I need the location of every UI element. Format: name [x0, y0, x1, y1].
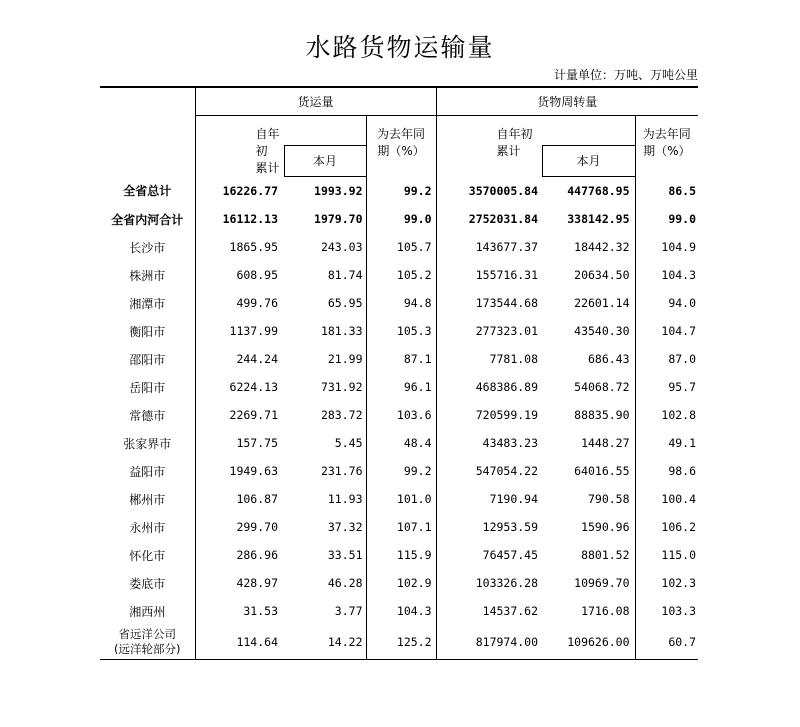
cargo-ytd: 16112.13 — [195, 205, 284, 233]
cargo-yoy: 105.2 — [366, 261, 436, 289]
turnover-month-header: 本月 — [542, 145, 635, 176]
row-name: 常德市 — [129, 408, 166, 423]
turnover-ytd: 7781.08 — [436, 345, 542, 373]
turnover-ytd: 547054.22 — [436, 457, 542, 485]
cargo-month: 65.95 — [327, 296, 363, 310]
turnover-month: 1590.96 — [581, 520, 630, 534]
table-row — [100, 597, 698, 625]
cargo-ytd: 299.70 — [195, 513, 284, 541]
cargo-month: 37.32 — [327, 520, 363, 534]
row-name: 岳阳市 — [129, 380, 166, 395]
cargo-yoy: 101.0 — [366, 485, 436, 513]
cargo-ytd: 244.24 — [195, 345, 284, 373]
table-body — [100, 177, 698, 660]
turnover-month: 22601.14 — [574, 296, 630, 310]
row-name: 益阳市 — [129, 464, 166, 479]
page-title: 水路货物运输量 — [305, 33, 495, 62]
cargo-ytd: 16226.77 — [195, 177, 284, 206]
cargo-table — [100, 86, 698, 660]
row-name: 怀化市 — [129, 548, 166, 563]
turnover-yoy: 99.0 — [635, 205, 698, 233]
cargo-month: 81.74 — [327, 268, 363, 282]
turnover-ytd: 173544.68 — [436, 289, 542, 317]
turnover-yoy: 102.3 — [635, 569, 698, 597]
turnover-month: 8801.52 — [581, 548, 630, 562]
table-row — [100, 401, 698, 429]
row-name: 湘西州 — [129, 604, 166, 619]
turnover-yoy: 49.1 — [635, 429, 698, 457]
cargo-ytd: 1137.99 — [195, 317, 284, 345]
turnover-ytd: 12953.59 — [436, 513, 542, 541]
cargo-ytd: 31.53 — [195, 597, 284, 625]
yoy-line1: 为去年同 — [642, 126, 691, 141]
table-row — [100, 569, 698, 597]
cargo-month: 1979.70 — [314, 212, 363, 226]
cargo-month: 243.03 — [320, 240, 363, 254]
cargo-yoy: 99.2 — [366, 457, 436, 485]
turnover-month: 64016.55 — [574, 464, 630, 478]
row-name: 张家界市 — [123, 436, 172, 451]
turnover-yoy: 104.7 — [635, 317, 698, 345]
table-row — [100, 457, 698, 485]
cargo-month: 731.92 — [320, 380, 363, 394]
turnover-yoy: 115.0 — [635, 541, 698, 569]
turnover-yoy: 106.2 — [635, 513, 698, 541]
yoy-line2: 期（%） — [377, 143, 425, 158]
row-name: 郴州市 — [129, 492, 166, 507]
cargo-ytd: 428.97 — [195, 569, 284, 597]
table-row — [100, 345, 698, 373]
row-name: 长沙市 — [129, 240, 166, 255]
table-row — [100, 177, 698, 206]
turnover-ytd-header — [436, 115, 542, 177]
cargo-yoy: 104.3 — [366, 597, 436, 625]
cargo-month: 11.93 — [327, 492, 363, 506]
table-row — [100, 205, 698, 233]
cargo-month: 231.76 — [320, 464, 363, 478]
cargo-month: 181.33 — [320, 324, 363, 338]
turnover-ytd: 103326.28 — [436, 569, 542, 597]
cargo-yoy: 115.9 — [366, 541, 436, 569]
turnover-ytd: 720599.19 — [436, 401, 542, 429]
turnover-ytd: 817974.00 — [436, 625, 542, 660]
cargo-ytd-header — [195, 115, 284, 177]
cargo-yoy: 87.1 — [366, 345, 436, 373]
ytd-line2: 累计 — [496, 143, 521, 158]
turnover-yoy: 86.5 — [635, 177, 698, 206]
turnover-yoy: 98.6 — [635, 457, 698, 485]
cargo-yoy: 105.3 — [366, 317, 436, 345]
row-name: 全省总计 — [123, 184, 172, 199]
cargo-month: 1993.92 — [314, 184, 363, 198]
unit-note: 计量单位：万吨、万吨公里 — [553, 68, 698, 82]
turnover-month: 43540.30 — [574, 324, 630, 338]
cargo-ytd: 608.95 — [195, 261, 284, 289]
cargo-month-header: 本月 — [284, 145, 366, 176]
turnover-ytd: 76457.45 — [436, 541, 542, 569]
cargo-ytd: 6224.13 — [195, 373, 284, 401]
turnover-yoy: 102.8 — [635, 401, 698, 429]
cargo-yoy: 48.4 — [366, 429, 436, 457]
cargo-month: 283.72 — [320, 408, 363, 422]
row-name — [100, 625, 195, 660]
cargo-month: 5.45 — [334, 436, 363, 450]
table-row — [100, 541, 698, 569]
turnover-month: 1448.27 — [581, 436, 630, 450]
cargo-yoy: 102.9 — [366, 569, 436, 597]
cargo-month: 21.99 — [327, 352, 363, 366]
cargo-ytd: 2269.71 — [195, 401, 284, 429]
table-row — [100, 513, 698, 541]
turnover-ytd: 14537.62 — [436, 597, 542, 625]
turnover-ytd: 7190.94 — [436, 485, 542, 513]
cargo-ytd: 114.64 — [195, 625, 284, 660]
ytd-line1: 自年初 — [255, 126, 280, 158]
cargo-month: 14.22 — [284, 625, 366, 660]
cargo-yoy: 94.8 — [366, 289, 436, 317]
cargo-month: 3.77 — [334, 604, 363, 618]
turnover-yoy: 94.0 — [635, 289, 698, 317]
table-row — [100, 317, 698, 345]
turnover-yoy: 95.7 — [635, 373, 698, 401]
row-name: 湘潭市 — [129, 296, 166, 311]
cargo-yoy: 107.1 — [366, 513, 436, 541]
table-header — [100, 87, 698, 177]
table-row — [100, 485, 698, 513]
turnover-yoy: 87.0 — [635, 345, 698, 373]
table-row — [100, 625, 698, 660]
turnover-yoy-header — [635, 115, 698, 177]
yoy-line2: 期（%） — [643, 143, 691, 158]
cargo-month: 33.51 — [327, 548, 363, 562]
cargo-volume-header: 货运量 — [195, 87, 436, 115]
turnover-yoy: 104.9 — [635, 233, 698, 261]
row-name-line1: 省远洋公司 — [118, 627, 176, 641]
turnover-header: 货物周转量 — [436, 87, 698, 115]
row-name: 衡阳市 — [129, 324, 166, 339]
table-row — [100, 233, 698, 261]
turnover-month: 447768.95 — [567, 184, 630, 198]
cargo-yoy: 99.2 — [366, 177, 436, 206]
turnover-yoy: 60.7 — [635, 625, 698, 660]
row-name: 全省内河合计 — [111, 212, 184, 227]
yoy-line1: 为去年同 — [377, 126, 426, 141]
turnover-ytd: 3570005.84 — [436, 177, 542, 206]
cargo-yoy: 105.7 — [366, 233, 436, 261]
turnover-month: 10969.70 — [574, 576, 630, 590]
turnover-ytd: 43483.23 — [436, 429, 542, 457]
turnover-month: 1716.08 — [581, 604, 630, 618]
turnover-ytd: 277323.01 — [436, 317, 542, 345]
row-name: 永州市 — [129, 520, 166, 535]
cargo-yoy-header — [366, 115, 436, 177]
turnover-ytd: 2752031.84 — [436, 205, 542, 233]
row-name: 邵阳市 — [129, 352, 166, 367]
turnover-ytd: 155716.31 — [436, 261, 542, 289]
cargo-yoy: 99.0 — [366, 205, 436, 233]
turnover-month: 54068.72 — [574, 380, 630, 394]
turnover-yoy: 103.3 — [635, 597, 698, 625]
table-row — [100, 261, 698, 289]
turnover-month: 790.58 — [587, 492, 630, 506]
turnover-month: 109626.00 — [542, 625, 635, 660]
cargo-month: 46.28 — [327, 576, 363, 590]
row-name: 娄底市 — [129, 576, 166, 591]
ytd-line1: 自年初 — [496, 126, 533, 141]
cargo-yoy: 96.1 — [366, 373, 436, 401]
cargo-ytd: 286.96 — [195, 541, 284, 569]
table-row — [100, 429, 698, 457]
turnover-yoy: 100.4 — [635, 485, 698, 513]
turnover-month: 18442.32 — [574, 240, 630, 254]
turnover-month: 20634.50 — [574, 268, 630, 282]
row-name-line2: (远洋轮部分) — [114, 642, 181, 656]
table-row — [100, 289, 698, 317]
turnover-month: 88835.90 — [574, 408, 630, 422]
cargo-ytd: 499.76 — [195, 289, 284, 317]
turnover-month: 338142.95 — [567, 212, 630, 226]
turnover-month: 686.43 — [587, 352, 630, 366]
cargo-ytd: 1949.63 — [195, 457, 284, 485]
cargo-ytd: 106.87 — [195, 485, 284, 513]
region-header-cell — [100, 87, 195, 177]
turnover-ytd: 468386.89 — [436, 373, 542, 401]
turnover-yoy: 104.3 — [635, 261, 698, 289]
ytd-line2: 累计 — [255, 160, 280, 175]
row-name: 株洲市 — [129, 268, 166, 283]
cargo-yoy: 125.2 — [366, 625, 436, 660]
cargo-ytd: 1865.95 — [195, 233, 284, 261]
table-row — [100, 373, 698, 401]
cargo-ytd: 157.75 — [195, 429, 284, 457]
turnover-ytd: 143677.37 — [436, 233, 542, 261]
cargo-yoy: 103.6 — [366, 401, 436, 429]
